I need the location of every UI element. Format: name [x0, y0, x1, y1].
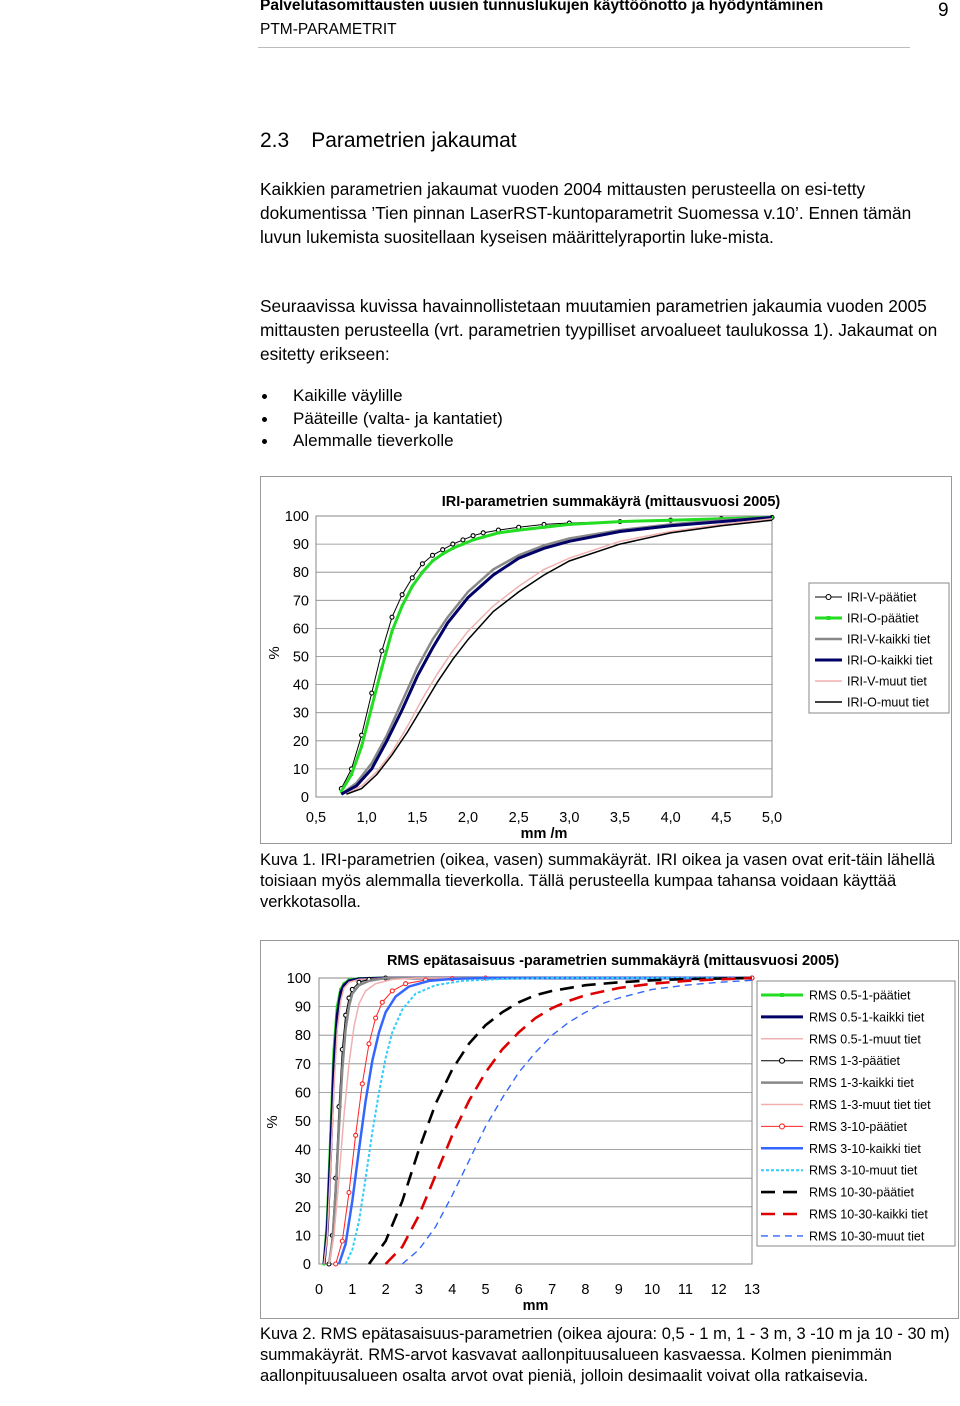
- x-tick-label: 3,0: [559, 810, 580, 826]
- running-header-subtitle: PTM-PARAMETRIT: [260, 21, 397, 38]
- y-tick-label: 0: [302, 1257, 311, 1273]
- x-tick-label: 0: [314, 1282, 324, 1298]
- x-axis-label: mm: [522, 1298, 549, 1314]
- x-tick-label: 7: [548, 1282, 557, 1298]
- data-point: [350, 773, 353, 776]
- legend-label: IRI-O-päätiet: [847, 611, 919, 626]
- data-point: [374, 1016, 378, 1020]
- legend-label: RMS 10-30-päätiet: [809, 1185, 914, 1200]
- legend-label: IRI-V-kaikki tiet: [847, 632, 931, 647]
- data-point: [411, 585, 414, 588]
- chart-title: RMS epätasaisuus -parametrien summakäyrä (mittausvuosi 2005): [386, 953, 840, 969]
- legend-label: IRI-V-päätiet: [847, 590, 917, 605]
- legend-marker: [780, 993, 784, 997]
- x-tick-label: 2,0: [457, 810, 479, 826]
- x-tick-label: 9: [614, 1282, 623, 1298]
- x-tick-label: 4: [448, 1282, 457, 1298]
- legend-label: RMS 1-3-päätiet: [809, 1054, 901, 1069]
- data-point: [461, 538, 465, 542]
- running-header-title: Palvelutasomittausten uusien tunnuslukujen käyttöönotto ja hyödyntäminen: [260, 0, 824, 14]
- legend-label: RMS 0.5-1-kaikki tiet: [809, 1010, 925, 1025]
- data-point: [391, 630, 394, 633]
- y-tick-label: 30: [292, 705, 309, 722]
- x-tick-label: 8: [581, 1282, 590, 1298]
- data-point: [390, 989, 394, 993]
- iri-chart: [261, 477, 951, 843]
- data-point: [497, 531, 500, 534]
- y-tick-label: 10: [292, 761, 309, 778]
- legend-label: IRI-O-kaikki tiet: [847, 653, 933, 668]
- bullet-list: [260, 385, 503, 453]
- x-tick-label: 4,5: [711, 810, 732, 826]
- data-point: [354, 1133, 358, 1137]
- bullet-item: Alemmalle tieverkolle: [260, 430, 503, 453]
- y-tick-label: 10: [294, 1228, 311, 1245]
- data-point: [347, 1191, 351, 1195]
- data-point: [517, 529, 520, 532]
- y-tick-label: 90: [292, 537, 309, 554]
- data-point: [669, 519, 672, 522]
- data-point: [370, 691, 374, 695]
- figure-1-caption: Kuva 1. IRI-parametrien (oikea, vasen) summakäyrät. IRI oikea ja vasen ovat erit-täin lähellä toisiaan myös alemmalla tieverkolla. Tällä perusteella kumpaa tahansa voidaan käyttää verkkotasolla.: [260, 851, 935, 911]
- data-point: [367, 1042, 371, 1046]
- legend-label: RMS 0.5-1-muut tiet: [809, 1032, 921, 1047]
- y-tick-label: 20: [294, 1199, 311, 1216]
- data-point: [451, 547, 454, 550]
- data-point: [380, 649, 384, 653]
- y-tick-label: 30: [294, 1171, 311, 1188]
- page-number: 9: [938, 0, 949, 21]
- y-tick-label: 50: [292, 649, 309, 666]
- data-point: [360, 1082, 364, 1086]
- y-axis-label: %: [266, 646, 283, 660]
- x-tick-label: 5,0: [761, 810, 783, 826]
- data-point: [481, 531, 485, 535]
- legend-marker: [826, 595, 831, 600]
- chart-title: IRI-parametrien summakäyrä (mittausvuosi 2005): [441, 494, 781, 510]
- legend-label: RMS 10-30-kaikki tiet: [809, 1207, 928, 1222]
- legend-label: IRI-V-muut tiet: [847, 674, 927, 689]
- data-point: [410, 576, 414, 580]
- y-tick-label: 100: [286, 971, 311, 987]
- data-point: [340, 1239, 344, 1243]
- y-tick-label: 100: [284, 509, 309, 525]
- y-tick-label: 60: [294, 1085, 311, 1102]
- data-point: [568, 523, 571, 526]
- y-tick-label: 40: [292, 677, 309, 694]
- data-point: [360, 745, 363, 748]
- y-tick-label: 90: [294, 999, 311, 1016]
- y-tick-label: 60: [292, 621, 309, 638]
- y-tick-label: 80: [294, 1028, 311, 1045]
- x-tick-label: 2,5: [508, 810, 529, 826]
- bullet-item: Pääteille (valta- ja kantatiet): [260, 408, 503, 431]
- data-point: [472, 538, 475, 541]
- legend-marker: [827, 616, 831, 620]
- y-tick-label: 20: [292, 733, 309, 750]
- data-point: [370, 706, 373, 709]
- x-axis-label: mm /m: [520, 826, 568, 842]
- data-point: [431, 559, 434, 562]
- x-tick-label: 1: [348, 1282, 357, 1298]
- data-point: [390, 615, 394, 619]
- x-tick-label: 0,5: [305, 810, 327, 826]
- data-point: [334, 1262, 338, 1266]
- data-point: [404, 982, 408, 986]
- legend-label: RMS 1-3-muut tiet tiet: [809, 1098, 931, 1112]
- legend-marker: [780, 1058, 785, 1063]
- data-point: [420, 562, 424, 566]
- legend-marker: [780, 1124, 785, 1129]
- x-tick-label: 1,5: [407, 810, 428, 826]
- x-tick-label: 3: [414, 1282, 423, 1298]
- legend-label: RMS 1-3-kaikki tiet: [809, 1076, 914, 1091]
- paragraph-2: Seuraavissa kuvissa havainnollistetaan muutamien parametrien jakaumia vuoden 2005 mittausten perusteella (vrt. parametrien tyypilliset arvoalueet taulukossa 1). Jakaumat on esitetty erikseen:: [260, 296, 938, 365]
- figure-1-frame: [260, 476, 952, 844]
- x-tick-label: 1,0: [356, 810, 377, 826]
- legend-label: RMS 10-30-muut tiet: [809, 1229, 925, 1244]
- legend-label: RMS 3-10-kaikki tiet: [809, 1141, 921, 1156]
- data-point: [401, 604, 404, 607]
- header-rule: [258, 47, 910, 48]
- legend-label: RMS 3-10-päätiet: [809, 1119, 907, 1134]
- paragraph-1: Kaikkien parametrien jakaumat vuoden 2004 mittausten perusteella on esi-tetty dokumentissa ’Tien pinnan LaserRST-kuntoparametrit Suomessa v.10’. Ennen tämän luvun lukemista suositellaan kyseisen määrittelyraportin luke-mista.: [260, 179, 912, 248]
- y-tick-label: 80: [292, 565, 309, 582]
- y-axis-label: %: [264, 1115, 281, 1129]
- figure-2-caption: Kuva 2. RMS epätasaisuus-parametrien (oikea ajoura: 0,5 - 1 m, 1 - 3 m, 3 -10 m ja 10 - 30 m) summakäyrät. RMS-arvot kasvavat aallonpituusalueen kasvaessa. Kolmen pienimmän aallonpituusalueen osalta arvot ovat pieniä, jolloin desimaalit voivat olla ratkaisevia.: [260, 1325, 950, 1385]
- data-point: [421, 571, 424, 574]
- legend-label: RMS 3-10-muut tiet: [809, 1163, 918, 1178]
- data-point: [380, 666, 383, 669]
- y-tick-label: 70: [294, 1056, 311, 1073]
- y-tick-label: 70: [292, 593, 309, 610]
- x-tick-label: 2: [381, 1282, 390, 1298]
- data-point: [441, 548, 445, 552]
- x-tick-label: 11: [677, 1282, 693, 1298]
- legend-label: IRI-O-muut tiet: [847, 695, 929, 710]
- x-tick-label: 13: [743, 1282, 761, 1298]
- y-tick-label: 0: [300, 790, 309, 806]
- x-tick-label: 4,0: [660, 810, 681, 826]
- y-tick-label: 50: [294, 1114, 311, 1130]
- x-tick-label: 10: [644, 1282, 661, 1298]
- section-heading: [260, 129, 517, 153]
- data-point: [400, 593, 404, 597]
- x-tick-label: 5: [481, 1282, 490, 1298]
- x-tick-label: 12: [710, 1282, 727, 1298]
- x-tick-label: 6: [514, 1282, 523, 1298]
- data-point: [461, 543, 464, 546]
- bullet-item: Kaikille väylille: [260, 385, 503, 408]
- figure-2-frame: [260, 940, 959, 1319]
- data-point: [482, 536, 485, 539]
- section-number: 2.3: [260, 129, 290, 152]
- x-tick-label: 3,5: [609, 810, 631, 826]
- data-point: [619, 520, 622, 523]
- data-point: [451, 542, 455, 546]
- y-tick-label: 40: [294, 1142, 311, 1159]
- rms-chart: [261, 941, 958, 1318]
- data-point: [543, 526, 546, 529]
- data-point: [431, 553, 435, 557]
- data-point: [471, 534, 475, 538]
- section-title: Parametrien jakaumat: [311, 129, 517, 152]
- legend-label: RMS 0.5-1-päätiet: [809, 988, 911, 1003]
- data-point: [441, 552, 444, 555]
- data-point: [380, 1000, 384, 1004]
